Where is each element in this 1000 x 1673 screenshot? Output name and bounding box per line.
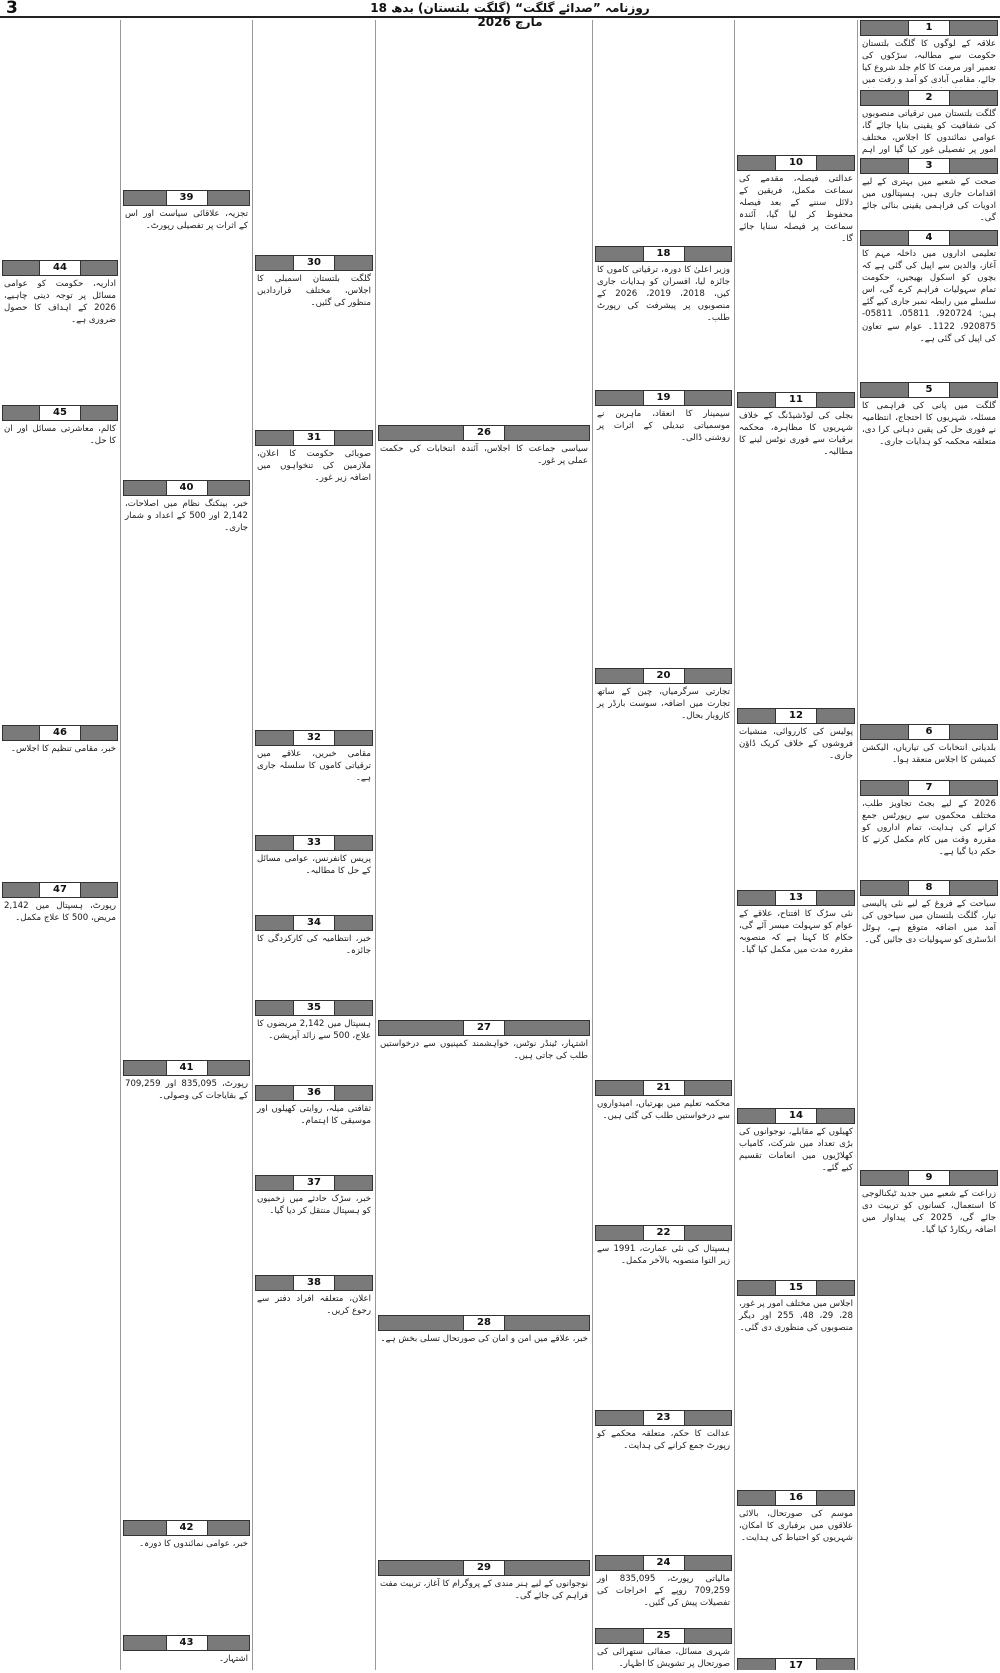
- item-text: خبر، عوامی نمائندوں کا دورہ۔: [139, 1539, 248, 1549]
- item-text: گلگت بلتستان اسمبلی کا اجلاس، مختلف قراردادیں منظور کی گئیں۔: [257, 274, 371, 309]
- item-text: رپورٹ، ہسپتال میں 2,142 مریض، 500 کا علاج مکمل۔: [4, 901, 116, 924]
- item-number-bar: [737, 1658, 855, 1670]
- item-number: 24: [643, 1555, 685, 1571]
- item-number: 44: [39, 260, 81, 276]
- item-text: بجلی کی لوڈشیڈنگ کے خلاف شہریوں کا مظاہرہ، محکمہ برقیات سے فوری نوٹس لینے کا مطالبہ۔: [739, 411, 853, 458]
- item-text: اعلان، متعلقہ افراد دفتر سے رجوع کریں۔: [257, 1294, 371, 1317]
- news-item-5: [860, 382, 998, 722]
- item-text: رپورٹ، 835,095 اور 709,259 کے بقایاجات کی وصولی۔: [125, 1079, 249, 1102]
- item-number-bar: [737, 890, 855, 906]
- news-item-1: [860, 20, 998, 88]
- item-text: نئی سڑک کا افتتاح، علاقے کے عوام کو سہولت میسر آئے گی، حکام کا کہنا ہے کہ منصوبہ مقررہ مدت میں مکمل کیا گیا۔: [739, 909, 853, 956]
- news-item-35: [255, 1000, 373, 1083]
- item-number-bar: [860, 1170, 998, 1186]
- item-number: 43: [166, 1635, 208, 1651]
- item-number-bar: [123, 190, 250, 206]
- item-number-bar: [123, 480, 250, 496]
- news-item-36: [255, 1085, 373, 1173]
- item-number-bar: [737, 708, 855, 724]
- item-number: 18: [643, 246, 685, 262]
- item-number: 22: [643, 1225, 685, 1241]
- item-number: 8: [908, 880, 950, 896]
- news-item-20: [595, 668, 732, 1078]
- news-item-39: [123, 190, 250, 478]
- item-number: 26: [463, 425, 505, 441]
- item-number-bar: [123, 1060, 250, 1076]
- item-text: گلگت بلتستان میں ترقیاتی منصوبوں کی شفافیت کو یقینی بنایا جائے گا، عوامی نمائندوں کا اجلاس، مختلف امور پر تفصیلی غور کیا گیا اور اہم: [862, 109, 996, 156]
- item-number-bar: [860, 780, 998, 796]
- item-text: خبر، انتظامیہ کی کارکردگی کا جائزہ۔: [257, 934, 371, 957]
- column-2: [734, 20, 857, 1670]
- item-text: محکمہ تعلیم میں بھرتیاں، امیدواروں سے درخواستیں طلب کی گئی ہیں۔: [597, 1099, 730, 1122]
- item-number: 29: [463, 1560, 505, 1576]
- item-text: پریس کانفرنس، عوامی مسائل کے حل کا مطالبہ۔: [257, 854, 371, 877]
- item-number-bar: [860, 90, 998, 106]
- item-text: خبر، بینکنگ نظام میں اصلاحات، 2,142 اور 500 کے اعداد و شمار جاری۔: [125, 499, 248, 534]
- item-number: 9: [908, 1170, 950, 1186]
- item-number: 39: [166, 190, 208, 206]
- item-number-bar: [595, 1410, 732, 1426]
- news-item-44: [2, 260, 118, 403]
- item-text: خبر، مقامی تنظیم کا اجلاس۔: [10, 744, 116, 754]
- item-number-bar: [255, 915, 373, 931]
- news-item-8: [860, 880, 998, 1168]
- item-number: 41: [166, 1060, 208, 1076]
- news-item-23: [595, 1410, 732, 1553]
- item-text: اجلاس میں مختلف امور پر غور، 28، 29، 48، 255 اور دیگر منصوبوں کی منظوری دی گئی۔: [739, 1299, 853, 1334]
- item-number: 3: [908, 158, 950, 174]
- item-number-bar: [378, 1020, 590, 1036]
- item-number-bar: [595, 1080, 732, 1096]
- item-text: کالم، معاشرتی مسائل اور ان کا حل۔: [4, 424, 116, 447]
- item-number: 46: [39, 725, 81, 741]
- item-number-bar: [595, 1555, 732, 1571]
- item-number-bar: [378, 425, 590, 441]
- item-text: عدالت کا حکم، متعلقہ محکمے کو رپورٹ جمع کرانے کی ہدایت۔: [597, 1429, 730, 1452]
- news-item-2: [860, 90, 998, 156]
- news-item-31: [255, 430, 373, 728]
- news-item-16: [737, 1490, 855, 1656]
- news-item-10: [737, 155, 855, 390]
- item-number: 20: [643, 668, 685, 684]
- item-number-bar: [2, 405, 118, 421]
- news-item-3: [860, 158, 998, 228]
- news-item-42: [123, 1520, 250, 1633]
- item-number: 28: [463, 1315, 505, 1331]
- item-text: علاقہ کے لوگوں کا گلگت بلتستان حکومت سے مطالبہ، سڑکوں کی تعمیر اور مرمت کا کام جلد شروع کیا جائے، مقامی آبادی کو آمد و رفت میں: [862, 39, 996, 86]
- item-text: اشتہار، ٹینڈر نوٹس، خواہشمند کمپنیوں سے درخواستیں طلب کی جاتی ہیں۔: [380, 1039, 588, 1062]
- item-text: صحت کے شعبے میں بہتری کے لیے اقدامات جاری ہیں، ہسپتالوں میں ادویات کی فراہمی یقینی بنائی جائے گی۔: [862, 177, 996, 224]
- item-text: وزیر اعلیٰ کا دورہ، ترقیاتی کاموں کا جائزہ لیا، افسران کو ہدایات جاری کیں، 2018، 2019، 2026 کے منصوبوں پر پیشرفت کی رپورٹ طلب۔: [597, 265, 730, 324]
- news-item-41: [123, 1060, 250, 1518]
- item-number-bar: [2, 725, 118, 741]
- item-number: 35: [293, 1000, 335, 1016]
- item-number-bar: [737, 155, 855, 171]
- item-text: تعلیمی اداروں میں داخلہ مہم کا آغاز، والدین سے اپیل کی گئی ہے کہ بچوں کو اسکول بھیجیں، حکومت تمام سہولیات فراہم کرے گی، اس سلسلے میں رابطہ نمبر جاری کیے گئے ہیں: 920724، 05811، 05811-920875، 1122۔ عوام سے تعاون کی اپیل کی گئی ہے۔: [862, 249, 996, 344]
- item-number: 36: [293, 1085, 335, 1101]
- item-number-bar: [595, 668, 732, 684]
- item-text: گلگت میں پانی کی فراہمی کا مسئلہ، شہریوں کا احتجاج، انتظامیہ نے فوری حل کی یقین دہانی کرا دی، متعلقہ محکمہ کو ہدایات جاری۔: [862, 401, 996, 448]
- item-number: 45: [39, 405, 81, 421]
- item-number-bar: [255, 1000, 373, 1016]
- item-number: 13: [775, 890, 817, 906]
- item-number: 4: [908, 230, 950, 246]
- item-number: 27: [463, 1020, 505, 1036]
- news-item-11: [737, 392, 855, 706]
- item-text: ہسپتال کی نئی عمارت، 1991 سے زیر التوا منصوبہ بالآخر مکمل۔: [597, 1244, 730, 1267]
- news-item-28: [378, 1315, 590, 1558]
- item-text: اشتہار۔: [218, 1654, 248, 1664]
- item-number-bar: [378, 1315, 590, 1331]
- item-text: صوبائی حکومت کا اعلان، ملازمین کی تنخواہوں میں اضافہ زیر غور۔: [257, 449, 371, 484]
- item-number-bar: [123, 1520, 250, 1536]
- item-number-bar: [860, 880, 998, 896]
- news-item-22: [595, 1225, 732, 1408]
- item-number: 23: [643, 1410, 685, 1426]
- masthead: [0, 0, 1000, 29]
- item-text: خبر، علاقے میں امن و امان کی صورتحال تسلی بخش ہے۔: [380, 1334, 588, 1344]
- item-text: نوجوانوں کے لیے ہنر مندی کے پروگرام کا آغاز، تربیت مفت فراہم کی جائے گی۔: [380, 1579, 588, 1602]
- item-text: عدالتی فیصلہ، مقدمے کی سماعت مکمل، فریقین کے دلائل سننے کے بعد فیصلہ محفوظ کر لیا گیا، آئندہ سماعت پر فیصلہ سنایا جائے گا۔: [739, 174, 853, 245]
- item-number: 2: [908, 90, 950, 106]
- item-text: مقامی خبریں، علاقے میں ترقیاتی کاموں کا سلسلہ جاری ہے۔: [257, 749, 371, 784]
- item-text: سیمینار کا انعقاد، ماہرین نے موسمیاتی تبدیلی کے اثرات پر روشنی ڈالی۔: [597, 409, 730, 444]
- item-number: 42: [166, 1520, 208, 1536]
- item-number-bar: [737, 1108, 855, 1124]
- news-item-32: [255, 730, 373, 833]
- item-number-bar: [2, 882, 118, 898]
- news-item-12: [737, 708, 855, 888]
- newspaper-title: روزنامہ ”صدائے گلگت“ (گلگت بلتستان) بدھ 18 مارچ 2026: [370, 1, 650, 29]
- item-number: 31: [293, 430, 335, 446]
- item-number-bar: [595, 390, 732, 406]
- news-item-33: [255, 835, 373, 913]
- item-number-bar: [255, 1175, 373, 1191]
- item-text: 2026 کے لیے بجٹ تجاویز طلب، مختلف محکموں سے رپورٹس جمع کرانے کی ہدایت، تمام اداروں کو مقررہ وقت میں کام مکمل کرنے کا حکم دیا گیا ہے۔: [862, 799, 996, 858]
- item-number-bar: [255, 430, 373, 446]
- item-number: 14: [775, 1108, 817, 1124]
- news-item-9: [860, 1170, 998, 1670]
- item-text: پولیس کی کارروائی، منشیات فروشوں کے خلاف کریک ڈاؤن جاری۔: [739, 727, 853, 762]
- column-1: [857, 20, 1000, 1670]
- item-number-bar: [860, 724, 998, 740]
- continued-text: [2, 20, 118, 260]
- news-item-37: [255, 1175, 373, 1273]
- item-text: خبر، سڑک حادثے میں زخمیوں کو ہسپتال منتقل کر دیا گیا۔: [257, 1194, 371, 1217]
- page-number: 3: [6, 0, 18, 18]
- column-6: [120, 20, 252, 1670]
- item-number: 32: [293, 730, 335, 746]
- item-number: 10: [775, 155, 817, 171]
- news-item-24: [595, 1555, 732, 1626]
- news-item-34: [255, 915, 373, 998]
- item-number-bar: [860, 158, 998, 174]
- item-text: ہسپتال میں 2,142 مریضوں کا علاج، 500 سے زائد آپریشن۔: [257, 1019, 371, 1042]
- item-text: اداریہ، حکومت کو عوامی مسائل پر توجہ دینی چاہیے، 2026 کے اہداف کا حصول ضروری ہے۔: [4, 279, 116, 326]
- item-number: 5: [908, 382, 950, 398]
- item-number-bar: [255, 1085, 373, 1101]
- news-item-21: [595, 1080, 732, 1223]
- news-item-26: [378, 425, 590, 1018]
- item-number-bar: [255, 255, 373, 271]
- item-number-bar: [595, 1628, 732, 1644]
- item-number: 30: [293, 255, 335, 271]
- item-text: تجزیہ، علاقائی سیاست اور اس کے اثرات پر تفصیلی رپورٹ۔: [125, 209, 248, 232]
- news-item-18: [595, 246, 732, 388]
- news-item-6: [860, 724, 998, 778]
- item-number-bar: [595, 246, 732, 262]
- item-number: 25: [643, 1628, 685, 1644]
- item-text: سیاسی جماعت کا اجلاس، آئندہ انتخابات کی حکمت عملی پر غور۔: [380, 444, 588, 467]
- news-item-43: [123, 1635, 250, 1670]
- news-item-7: [860, 780, 998, 878]
- item-number: 40: [166, 480, 208, 496]
- item-number: 6: [908, 724, 950, 740]
- item-number-bar: [737, 392, 855, 408]
- news-item-19: [595, 390, 732, 666]
- continued-text: [378, 20, 590, 425]
- item-text: شہری مسائل، صفائی ستھرائی کی صورتحال پر تشویش کا اظہار۔: [597, 1647, 730, 1670]
- news-item-45: [2, 405, 118, 723]
- item-number-bar: [255, 730, 373, 746]
- item-number: 33: [293, 835, 335, 851]
- item-text: سیاحت کے فروغ کے لیے نئی پالیسی تیار، گلگت بلتستان میں سیاحوں کی آمد میں اضافہ متوقع ہے، ہوٹل انڈسٹری کو سہولیات دی جائیں گی۔: [862, 899, 996, 946]
- item-number: 11: [775, 392, 817, 408]
- news-item-13: [737, 890, 855, 1106]
- item-number-bar: [860, 382, 998, 398]
- news-item-15: [737, 1280, 855, 1488]
- item-number-bar: [737, 1490, 855, 1506]
- news-item-27: [378, 1020, 590, 1313]
- item-number: 12: [775, 708, 817, 724]
- item-number: 37: [293, 1175, 335, 1191]
- item-number-bar: [2, 260, 118, 276]
- news-item-17: [737, 1658, 855, 1670]
- item-number-bar: [255, 1275, 373, 1291]
- item-number: 19: [643, 390, 685, 406]
- column-4: [375, 20, 592, 1670]
- item-number: 38: [293, 1275, 335, 1291]
- news-item-25: [595, 1628, 732, 1670]
- item-number: 17: [775, 1658, 817, 1670]
- news-item-40: [123, 480, 250, 1058]
- item-text: زراعت کے شعبے میں جدید ٹیکنالوجی کا استعمال، کسانوں کو تربیت دی جائے گی، 2025 کی پیداوار میں اضافہ ریکارڈ کیا گیا۔: [862, 1189, 996, 1236]
- item-text: تجارتی سرگرمیاں، چین کے ساتھ تجارت میں اضافہ، سوست بارڈر پر کاروبار بحال۔: [597, 687, 730, 722]
- item-number: 7: [908, 780, 950, 796]
- item-number-bar: [378, 1560, 590, 1576]
- item-number-bar: [860, 20, 998, 36]
- news-item-29: [378, 1560, 590, 1670]
- item-number-bar: [123, 1635, 250, 1651]
- item-number: 1: [908, 20, 950, 36]
- item-number-bar: [737, 1280, 855, 1296]
- news-item-30: [255, 255, 373, 428]
- column-7: [0, 20, 120, 1670]
- item-number-bar: [255, 835, 373, 851]
- news-item-47: [2, 882, 118, 1670]
- item-text: مالیاتی رپورٹ، 835,095 اور 709,259 روپے کے اخراجات کی تفصیلات پیش کی گئیں۔: [597, 1574, 730, 1609]
- continued-text: [595, 20, 732, 246]
- item-number-bar: [860, 230, 998, 246]
- item-number-bar: [595, 1225, 732, 1241]
- item-number: 15: [775, 1280, 817, 1296]
- continued-text: [123, 20, 250, 190]
- news-item-46: [2, 725, 118, 880]
- item-number: 16: [775, 1490, 817, 1506]
- news-item-38: [255, 1275, 373, 1670]
- item-number: 21: [643, 1080, 685, 1096]
- item-text: موسم کی صورتحال، بالائی علاقوں میں برفباری کا امکان، شہریوں کو احتیاط کی ہدایت۔: [739, 1509, 853, 1544]
- column-3: [592, 20, 734, 1670]
- news-item-4: [860, 230, 998, 380]
- item-text: کھیلوں کے مقابلے، نوجوانوں کی بڑی تعداد میں شرکت، کامیاب کھلاڑیوں میں انعامات تقسیم کیے گئے۔: [739, 1127, 853, 1174]
- news-item-14: [737, 1108, 855, 1278]
- item-text: بلدیاتی انتخابات کی تیاریاں، الیکشن کمیشن کا اجلاس منعقد ہوا۔: [862, 743, 996, 766]
- item-text: ثقافتی میلہ، روایتی کھیلوں اور موسیقی کا اہتمام۔: [257, 1104, 371, 1127]
- continued-text: [255, 20, 373, 255]
- column-5: [252, 20, 375, 1670]
- continued-text: [737, 20, 855, 155]
- item-number: 34: [293, 915, 335, 931]
- item-number: 47: [39, 882, 81, 898]
